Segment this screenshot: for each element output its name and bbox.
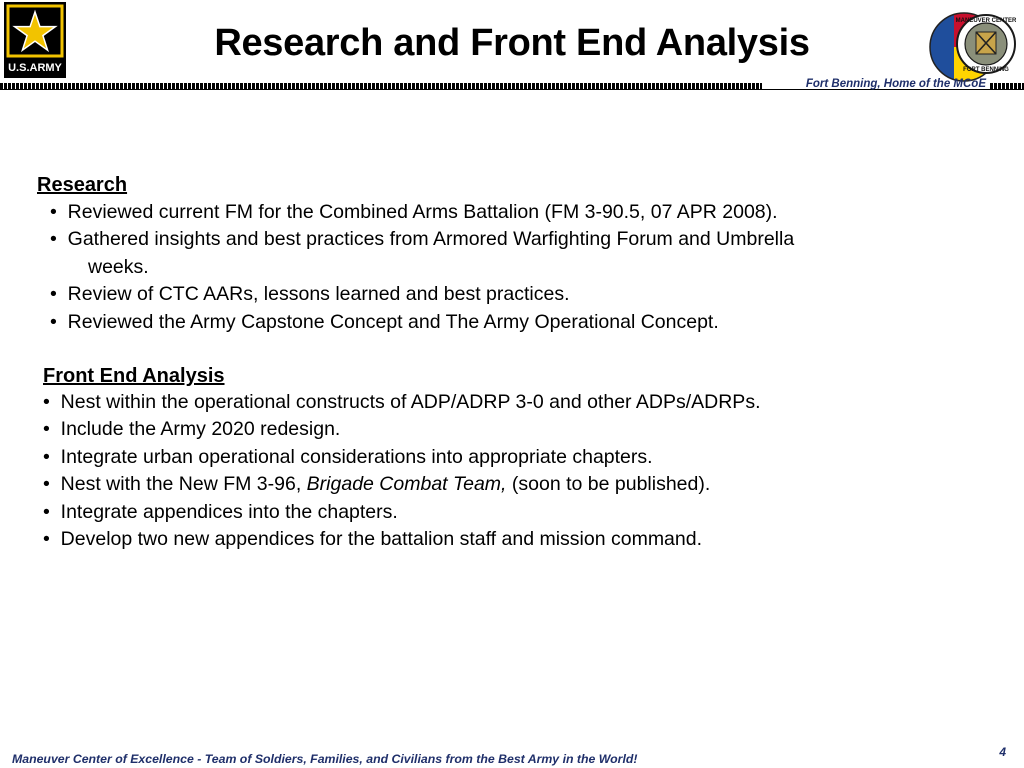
seal-text-top: MANEUVER CENTER <box>955 18 1016 24</box>
bullet-icon: • <box>50 228 57 251</box>
list-item: • Review of CTC AARs, lessons learned and best practices. <box>50 281 794 308</box>
list-item: • Integrate appendices into the chapters. <box>43 499 760 526</box>
research-heading: Research <box>37 174 128 196</box>
list-item: • Integrate urban operational considerations into appropriate chapters. <box>43 444 760 471</box>
list-item: • Gathered insights and best practices from Armored Warfighting Forum and Umbrella <box>50 226 794 253</box>
page-title: Research and Front End Analysis <box>214 22 810 64</box>
page-number: 4 <box>999 745 1006 759</box>
seal-text-bottom: FORT BENNING <box>963 67 1009 73</box>
list-item: • Nest within the operational constructs of ADP/ADRP 3-0 and other ADPs/ADRPs. <box>43 389 760 416</box>
footer-text: Maneuver Center of Excellence - Team of Soldiers, Families, and Civilians from the Best Army in the World! <box>12 752 638 766</box>
front-end-analysis-heading: Front End Analysis <box>43 365 225 387</box>
list-item: • Develop two new appendices for the battalion staff and mission command. <box>43 526 760 553</box>
list-item: • Reviewed current FM for the Combined Arms Battalion (FM 3-90.5, 07 APR 2008). <box>50 199 794 226</box>
bullet-icon: • <box>43 500 50 523</box>
army-logo-text: U.S.ARMY <box>8 62 62 74</box>
front-end-analysis-list <box>43 389 760 553</box>
mcoe-seal-icon <box>926 6 1016 84</box>
bullet-icon: • <box>50 201 57 223</box>
list-item: • Reviewed the Army Capstone Concept and The Army Operational Concept. <box>50 309 794 336</box>
bullet-icon: • <box>43 473 50 496</box>
bullet-icon: • <box>50 283 57 306</box>
header-tagline: Fort Benning, Home of the MCoE <box>805 78 986 90</box>
bullet-icon: • <box>43 528 50 551</box>
list-item: • Nest with the New FM 3-96, Brigade Combat Team, (soon to be published). <box>43 471 760 498</box>
bullet-icon: • <box>43 445 50 468</box>
list-item-continuation: weeks. <box>88 255 149 278</box>
bullet-icon: • <box>50 310 57 333</box>
bullet-icon: • <box>43 391 50 413</box>
research-list <box>50 199 794 336</box>
list-item: • Include the Army 2020 redesign. <box>43 416 760 443</box>
bullet-icon: • <box>43 418 50 441</box>
